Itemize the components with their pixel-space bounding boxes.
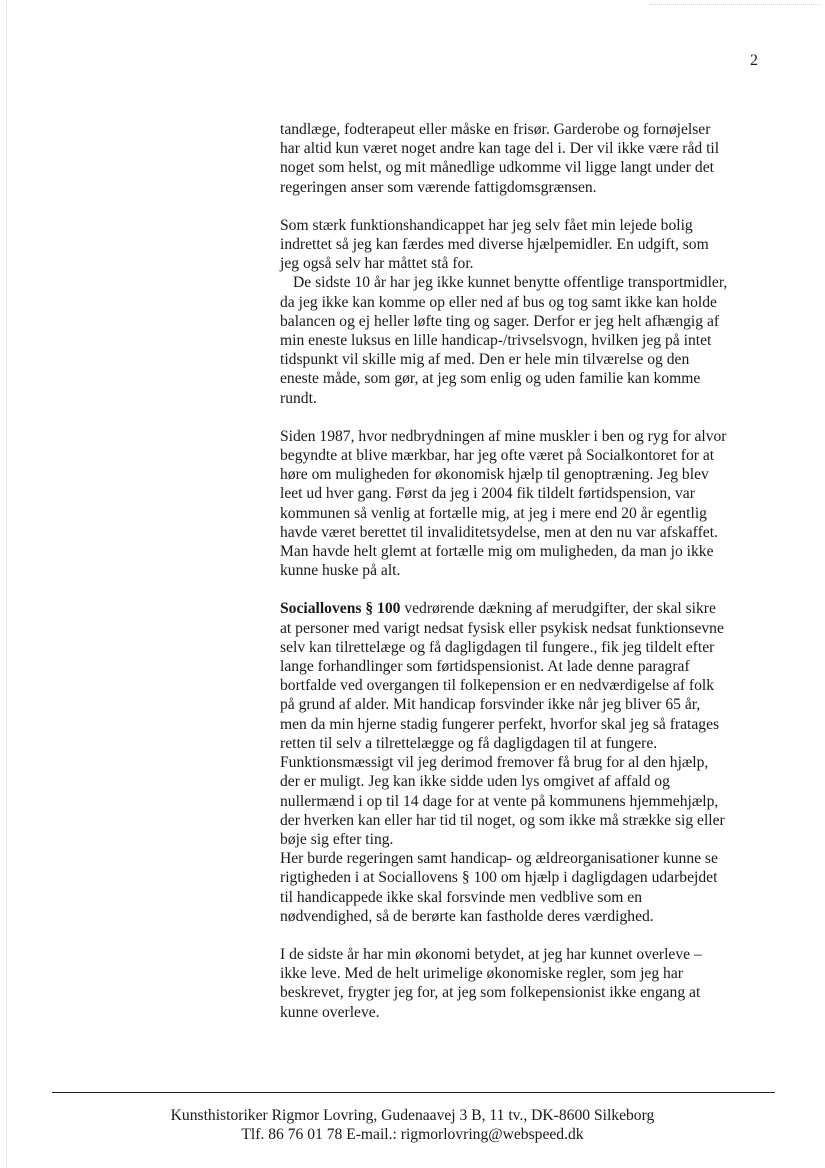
paragraph-expenses (280, 120, 770, 197)
paragraph-section-100 (280, 599, 770, 849)
paragraph-conclusion (280, 945, 770, 1022)
text-line: der er muligt. Jeg kan ikke sidde uden lys omgivet af affald og (280, 773, 670, 791)
text-line: til handicappede ikke skal forsvinde men vedblive som en (280, 888, 643, 906)
text-line: jeg også selv har måttet stå for. (280, 255, 474, 273)
footer-contact: Tlf. 86 76 01 78 E-mail.: rigmorlovring@webspeed.dk (241, 1126, 584, 1143)
text-line: kunne huske på alt. (280, 562, 401, 580)
text-line: da jeg ikke kan komme op eller ned af bus og tog samt ikke kan holde (280, 293, 717, 311)
paragraph-history (280, 427, 770, 581)
text-line: regeringen anser som værende fattigdomsgrænsen. (280, 178, 597, 196)
text-line: kommunen så venlig at fortælle mig, at jeg i mere end 20 år egentlig (280, 504, 707, 522)
letterhead-footer (0, 1106, 825, 1144)
text-line: I de sidste år har min økonomi betydet, at jeg har kunnet overleve – (280, 945, 702, 963)
text-line: nødvendighed, så de berørte kan fastholde deres værdighed. (280, 907, 654, 925)
scan-edge-top (650, 4, 820, 5)
text-fragment: vedrørende dækning af merudgifter, der skal sikre (400, 600, 716, 618)
text-line (280, 599, 770, 618)
page-number: 2 (750, 52, 758, 69)
paragraph-appeal (280, 849, 770, 926)
text-line: Siden 1987, hvor nedbrydningen af mine muskler i ben og ryg for alvor (280, 427, 727, 445)
text-line: lange forhandlinger som førtidspensionist. At lade denne paragraf (280, 658, 690, 676)
text-line: leet ud hver gang. Først da jeg i 2004 fik tildelt førtidspension, var (280, 485, 695, 503)
text-line: nullermænd i op til 14 dage for at vente på kommunens hjemmehjælp, (280, 792, 719, 810)
text-line: selv kan tilrettelæge og få dagligdagen til fungere., fik jeg tildelt efter (280, 638, 715, 656)
text-line: Som stærk funktionshandicappet har jeg selv fået min lejede bolig (280, 216, 693, 234)
text-line: eneste måde, som gør, at jeg som enlig og uden familie kan komme (280, 370, 701, 388)
law-reference: Sociallovens § 100 (280, 600, 401, 618)
text-line: ikke leve. Med de helt urimelige økonomiske regler, som jeg har (280, 965, 683, 983)
text-line: beskrevet, frygter jeg for, at jeg som folkepensionist ikke engang at (280, 984, 701, 1002)
text-line: noget som helst, og mit månedlige udkomme vil ligge langt under det (280, 159, 714, 177)
text-line: begyndte at blive mærkbar, har jeg ofte været på Socialkontoret for at (280, 447, 715, 465)
text-line: men da min hjerne stadig fungerer perfekt, hvorfor skal jeg så fratages (280, 715, 720, 733)
paragraph-housing (280, 216, 770, 274)
text-line: kunne overleve. (280, 1003, 380, 1021)
text-line: tandlæge, fodterapeut eller måske en frisør. Garderobe og fornøjelser (280, 121, 711, 138)
text-line: balancen og ej heller løfte ting og sager. Derfor er jeg helt afhængig af (280, 312, 720, 330)
text-line: Man havde helt glemt at fortælle mig om muligheden, da man jo ikke (280, 543, 714, 561)
text-line: min eneste luksus en lille handicap-/trivselsvogn, hvilken jeg på intet (280, 332, 712, 350)
text-line: har altid kun været noget andre kan tage del i. Der vil ikke være råd til (280, 140, 720, 158)
footer-address: Kunsthistoriker Rigmor Lovring, Gudenaavej 3 B, 11 tv., DK-8600 Silkeborg (170, 1107, 655, 1124)
text-line: tidspunkt vil skille mig af med. Den er hele min tilværelse og den (280, 351, 690, 369)
scan-edge-left (6, 0, 7, 1168)
footer-divider (52, 1092, 775, 1093)
text-line: bøje sig efter ting. (280, 830, 394, 848)
text-line: indrettet så jeg kan færdes med diverse hjælpemidler. En udgift, som (280, 236, 709, 254)
text-line: rigtigheden i at Sociallovens § 100 om hjælp i dagligdagen udarbejdet (280, 869, 718, 887)
text-line: havde været berettet til invaliditetsydelse, men at den nu var afskaffet. (280, 523, 718, 541)
text-line: Funktionsmæssigt vil jeg derimod fremover få brug for al den hjælp, (280, 754, 709, 772)
text-line: rundt. (280, 389, 317, 407)
letter-body (280, 120, 770, 1022)
text-line: De sidste 10 år har jeg ikke kunnet benytte offentlige transportmidler, (293, 274, 728, 292)
text-line: Her burde regeringen samt handicap- og ældreorganisationer kunne se (280, 850, 718, 868)
text-line: der hverken kan eller har tid til noget, og som ikke må strække sig eller (280, 811, 725, 829)
text-line: retten til selv a tilrettelægge og få dagligdagen til at fungere. (280, 734, 658, 752)
paragraph-transport (280, 273, 770, 407)
text-line: på grund af alder. Mit handicap forsvinder ikke når jeg bliver 65 år, (280, 696, 701, 714)
text-line: bortfalde ved overgangen til folkepension er en nedværdigelse af folk (280, 677, 715, 695)
text-line: høre om muligheden for økonomisk hjælp til genoptræning. Jeg blev (280, 466, 709, 484)
text-line: at personer med varigt nedsat fysisk eller psykisk nedsat funktionsevne (280, 619, 724, 637)
